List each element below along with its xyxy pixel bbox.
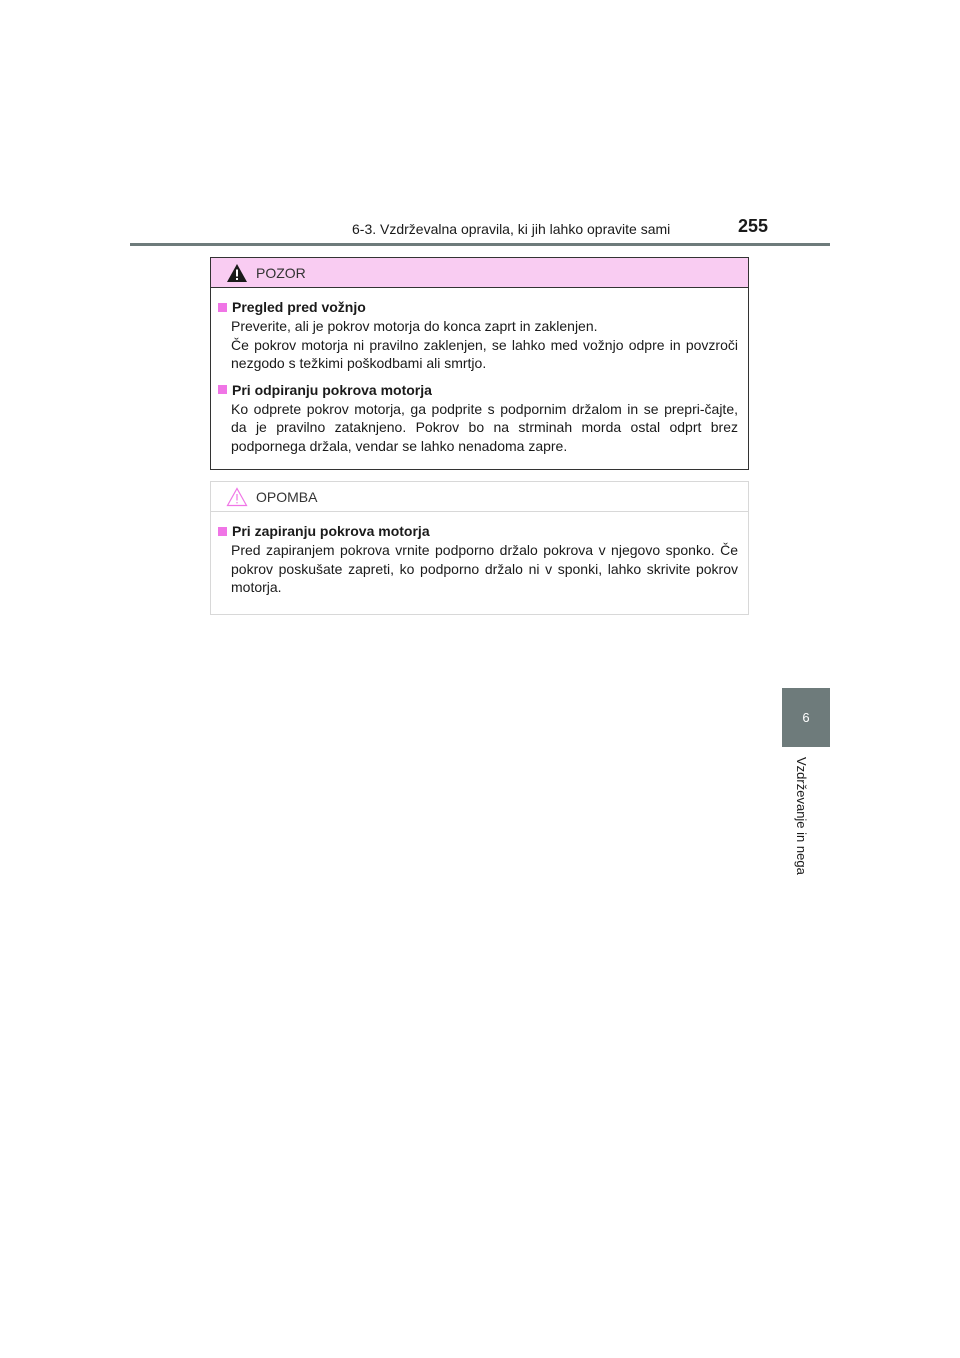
- warning-header: [211, 258, 748, 288]
- warning-body: [211, 288, 748, 455]
- chapter-number: 6: [802, 710, 810, 725]
- paragraph: Pred zapiranjem pokrova vrnite podporno držalo pokrova v njegovo sponko. Če pokrov poskušate zapreti, ko podporno držalo ni v sponki, lahko skrivite pokrov motorja.: [231, 542, 738, 595]
- notice-item: [218, 523, 738, 597]
- square-bullet-icon: [218, 527, 227, 536]
- page-number: 255: [738, 216, 769, 236]
- warning-label: POZOR: [256, 264, 306, 281]
- warning-item-text: [218, 400, 738, 456]
- section-title: 6-3. Vzdrževalna opravila, ki jih lahko opravite sami: [352, 221, 671, 237]
- square-bullet-icon: [218, 303, 227, 312]
- chapter-title: Vzdrževanje in nega: [794, 757, 809, 875]
- warning-item-title: Pregled pred vožnjo: [218, 299, 738, 315]
- warning-triangle-outline-icon: [226, 487, 256, 507]
- paragraph: Preverite, ali je pokrov motorja do konca zaprt in zaklenjen.: [231, 318, 598, 334]
- header-divider: [130, 243, 830, 246]
- square-bullet-icon: [218, 385, 227, 394]
- notice-item-text: [218, 541, 738, 597]
- warning-triangle-filled-icon: [226, 263, 256, 283]
- paragraph: Če pokrov motorja ni pravilno zaklenjen, se lahko med vožnjo odpre in povzroči nezgodo s težkimi poškodbami ali smrtjo.: [231, 336, 738, 371]
- warning-item: [218, 382, 738, 456]
- chapter-tab: [782, 688, 830, 747]
- notice-body: [211, 512, 748, 597]
- warning-box: [210, 257, 749, 470]
- notice-header: [211, 482, 748, 512]
- paragraph: Ko odprete pokrov motorja, ga podprite s podpornim držalom in se prepri-čajte, da je pravilno zataknjeno. Pokrov bo na strminah morda ostal odprt brez podpornega držala, vendar se lahko nenadoma zapre.: [231, 400, 738, 454]
- warning-item: [218, 299, 738, 373]
- warning-item-text: [218, 317, 738, 373]
- notice-label: OPOMBA: [256, 488, 318, 505]
- warning-item-title: Pri odpiranju pokrova motorja: [218, 382, 738, 398]
- notice-box: [210, 481, 749, 615]
- notice-item-title: Pri zapiranju pokrova motorja: [218, 523, 738, 539]
